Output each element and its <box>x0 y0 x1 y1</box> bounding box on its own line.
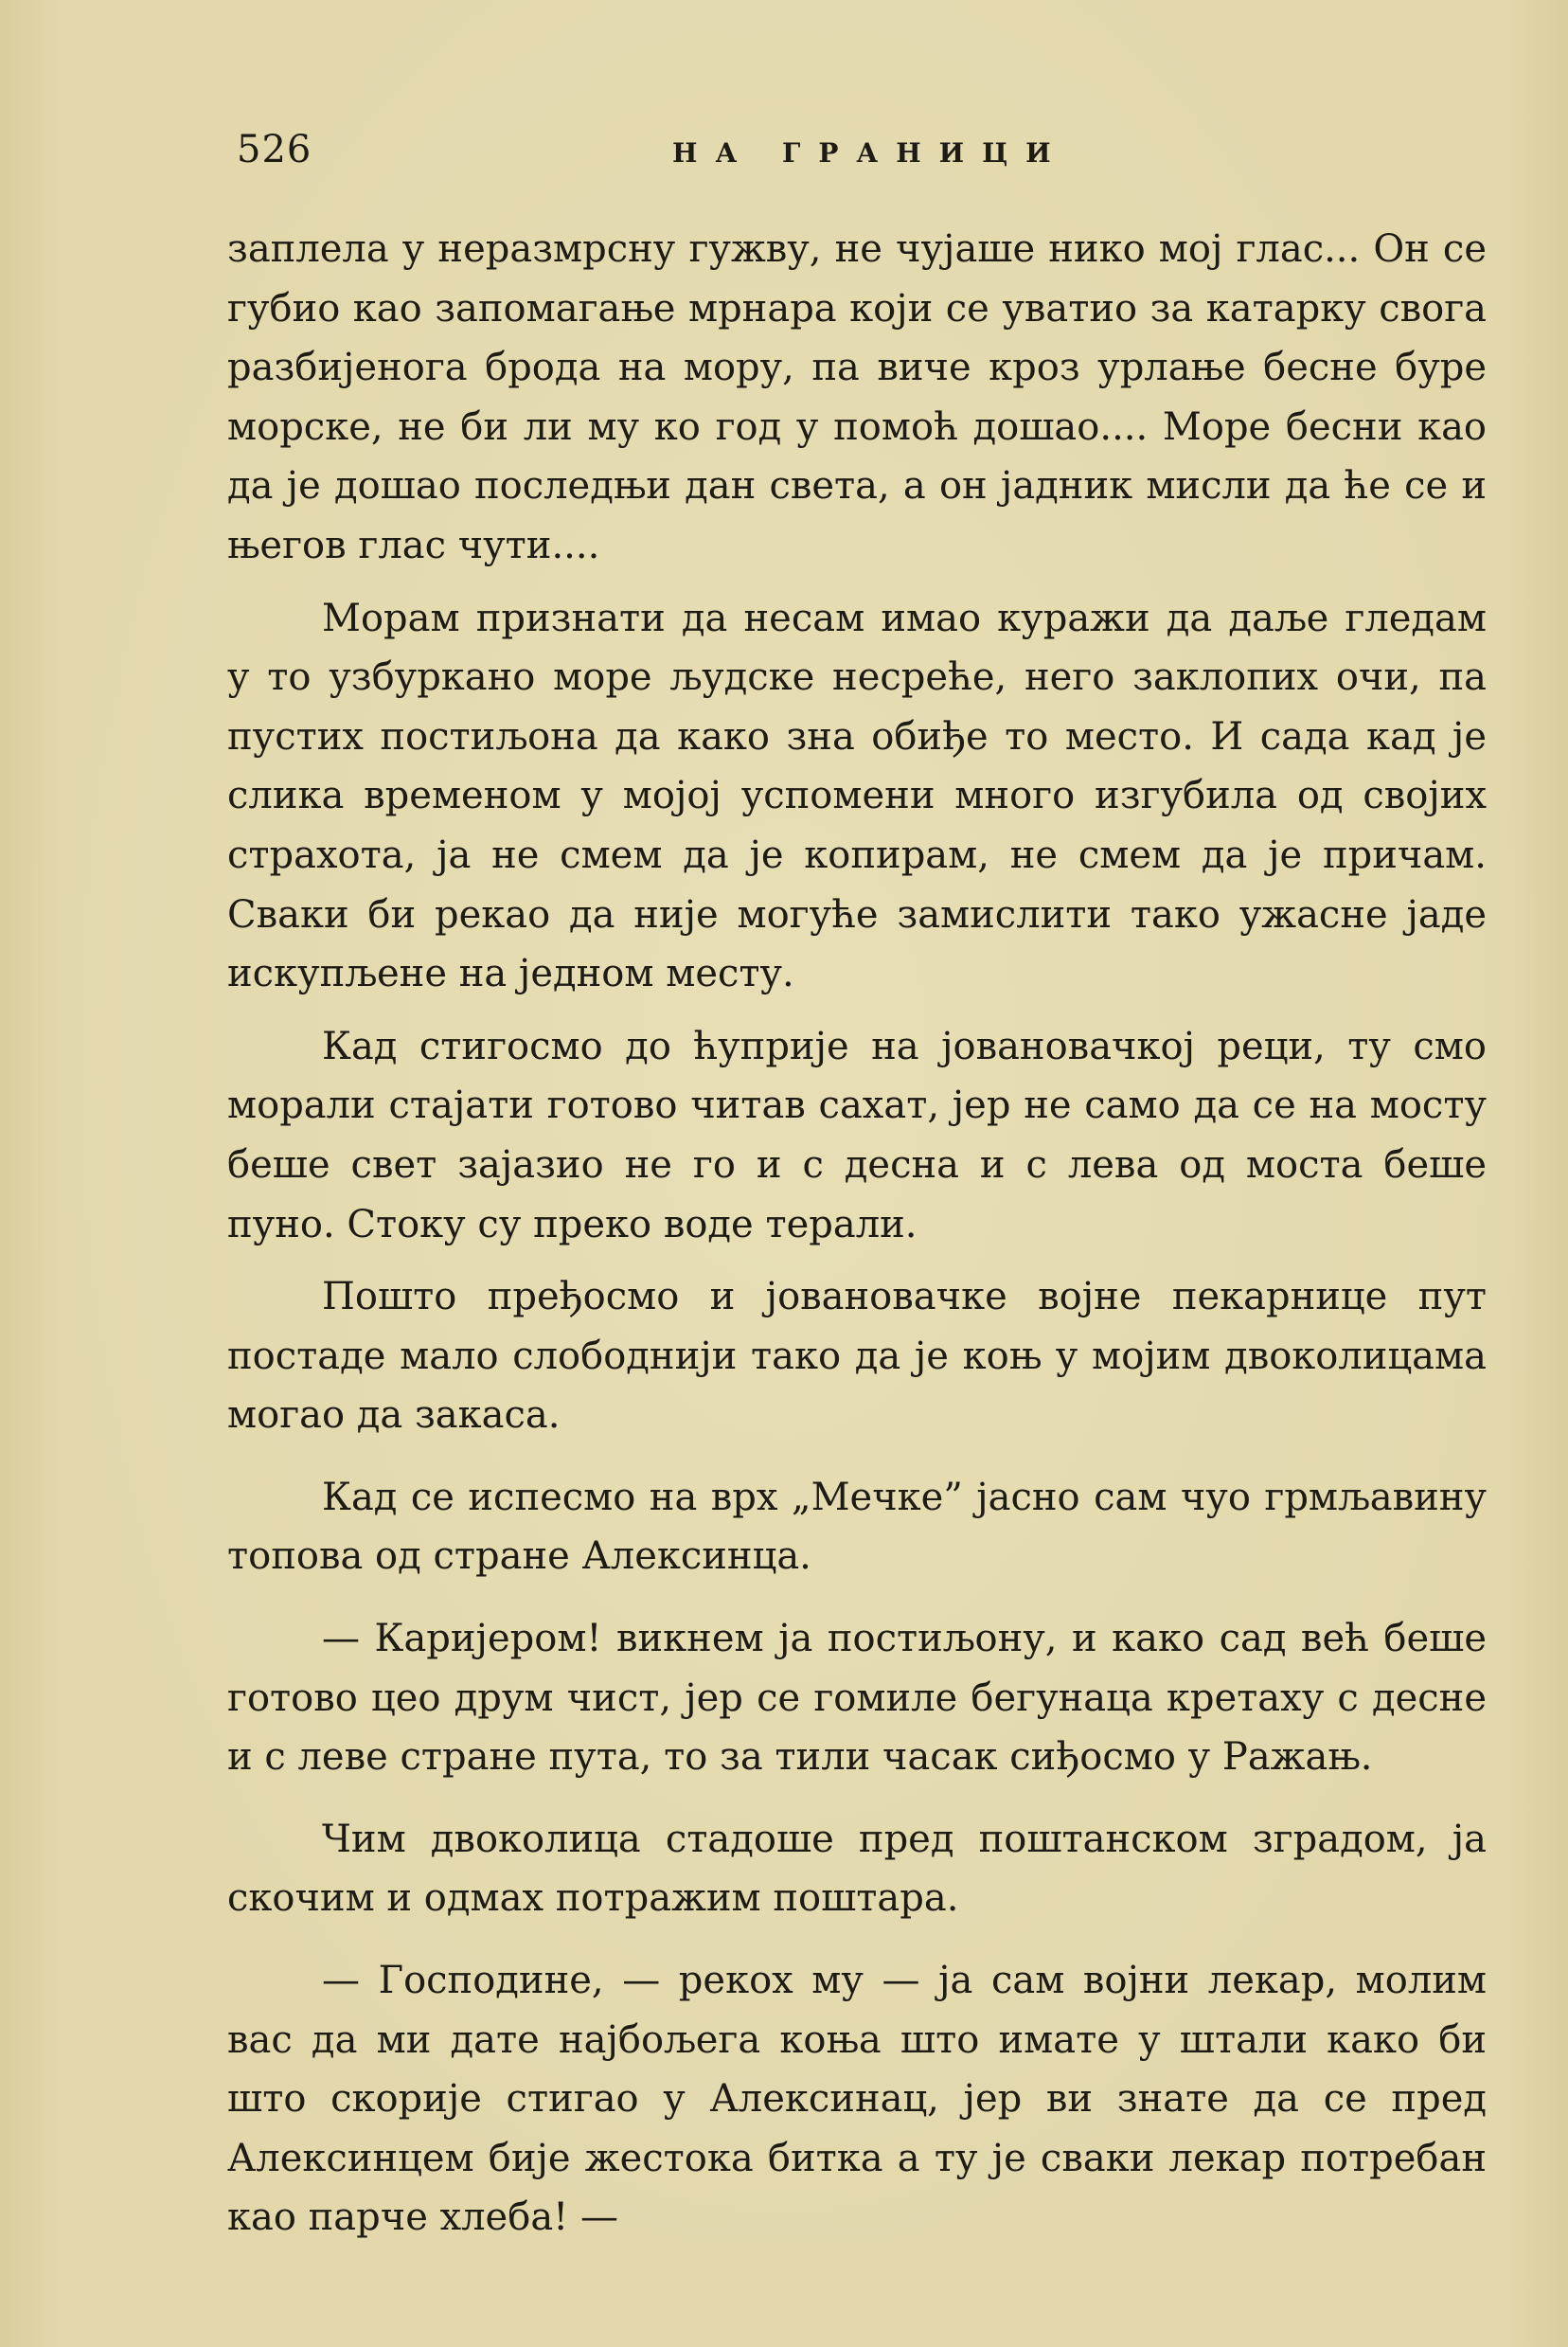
page-number: 526 <box>237 128 312 171</box>
paragraph: Морам признати да несам имао куражи да даље гледам у то узбуркано море људске несреће, него заклопих очи, па пустих постиљона да како зна обиђе то место. И сада кад је слика временом у мојој успомени много изгубила од својих страхота, ја не смем да је копирам, не смем да је причам. Сваки би рекао да није могуће замислити тако ужасне јаде искупљене на једном месту. <box>227 596 1487 996</box>
paragraph: — Каријером! викнем ја постиљону, и како сад већ беше готово цео друм чист, јер се гомиле бегунаца кретаху с десне и с леве стране пута, то за тили часак сиђосмо у Ражањ. <box>227 1617 1487 1780</box>
paragraph: Пошто пређосмо и јовановачке војне пекарнице пут постаде мало слободнији тако да је коњ у мојим двоколицама могао да закаса. <box>227 1275 1487 1438</box>
paragraph-continuation: заплела у неразмрсну гужву, не чујаше нико мој глас... Он се губио као запомагање мрнара који се уватио за катарку свога разбијенога брода на мору, па виче кроз урлање бесне буре морске, не би ли му ко год у помоћ дошао.... Море бесни као да је дошао последњи дан света, а он јадник мисли да ће се и његов глас чути.... <box>227 227 1487 567</box>
paragraph: Кад стигосмо до ћуприје на јовановачкој реци, ту смо морали стајати готово читав сахат, јер не само да се на мосту беше свет зајазио не го и с десна и с лева од моста беше пуно. Стоку су преко воде терали. <box>227 1024 1487 1246</box>
paragraph: — Господине, — рекох му — ја сам војни лекар, молим вас да ми дате најбољега коња што имате у штали како би што скорије стигао у Алексинац, јер ви знате да се пред Алексинцем бије жестока битка а ту је сваки лекар потребан као парче хлеба! — <box>227 1959 1487 2240</box>
page-header <box>237 128 1487 185</box>
paragraph: Чим двоколица стадоше пред поштанском зградом, ја скочим и одмах потражим поштара. <box>227 1817 1487 1921</box>
body-text <box>227 220 1487 2248</box>
running-head: НА ГРАНИЦИ <box>672 137 1069 169</box>
paragraph: Кад се испесмо на врх „Мечке” јасно сам чуо грмљавину топова од стране Алексинца. <box>227 1475 1487 1579</box>
